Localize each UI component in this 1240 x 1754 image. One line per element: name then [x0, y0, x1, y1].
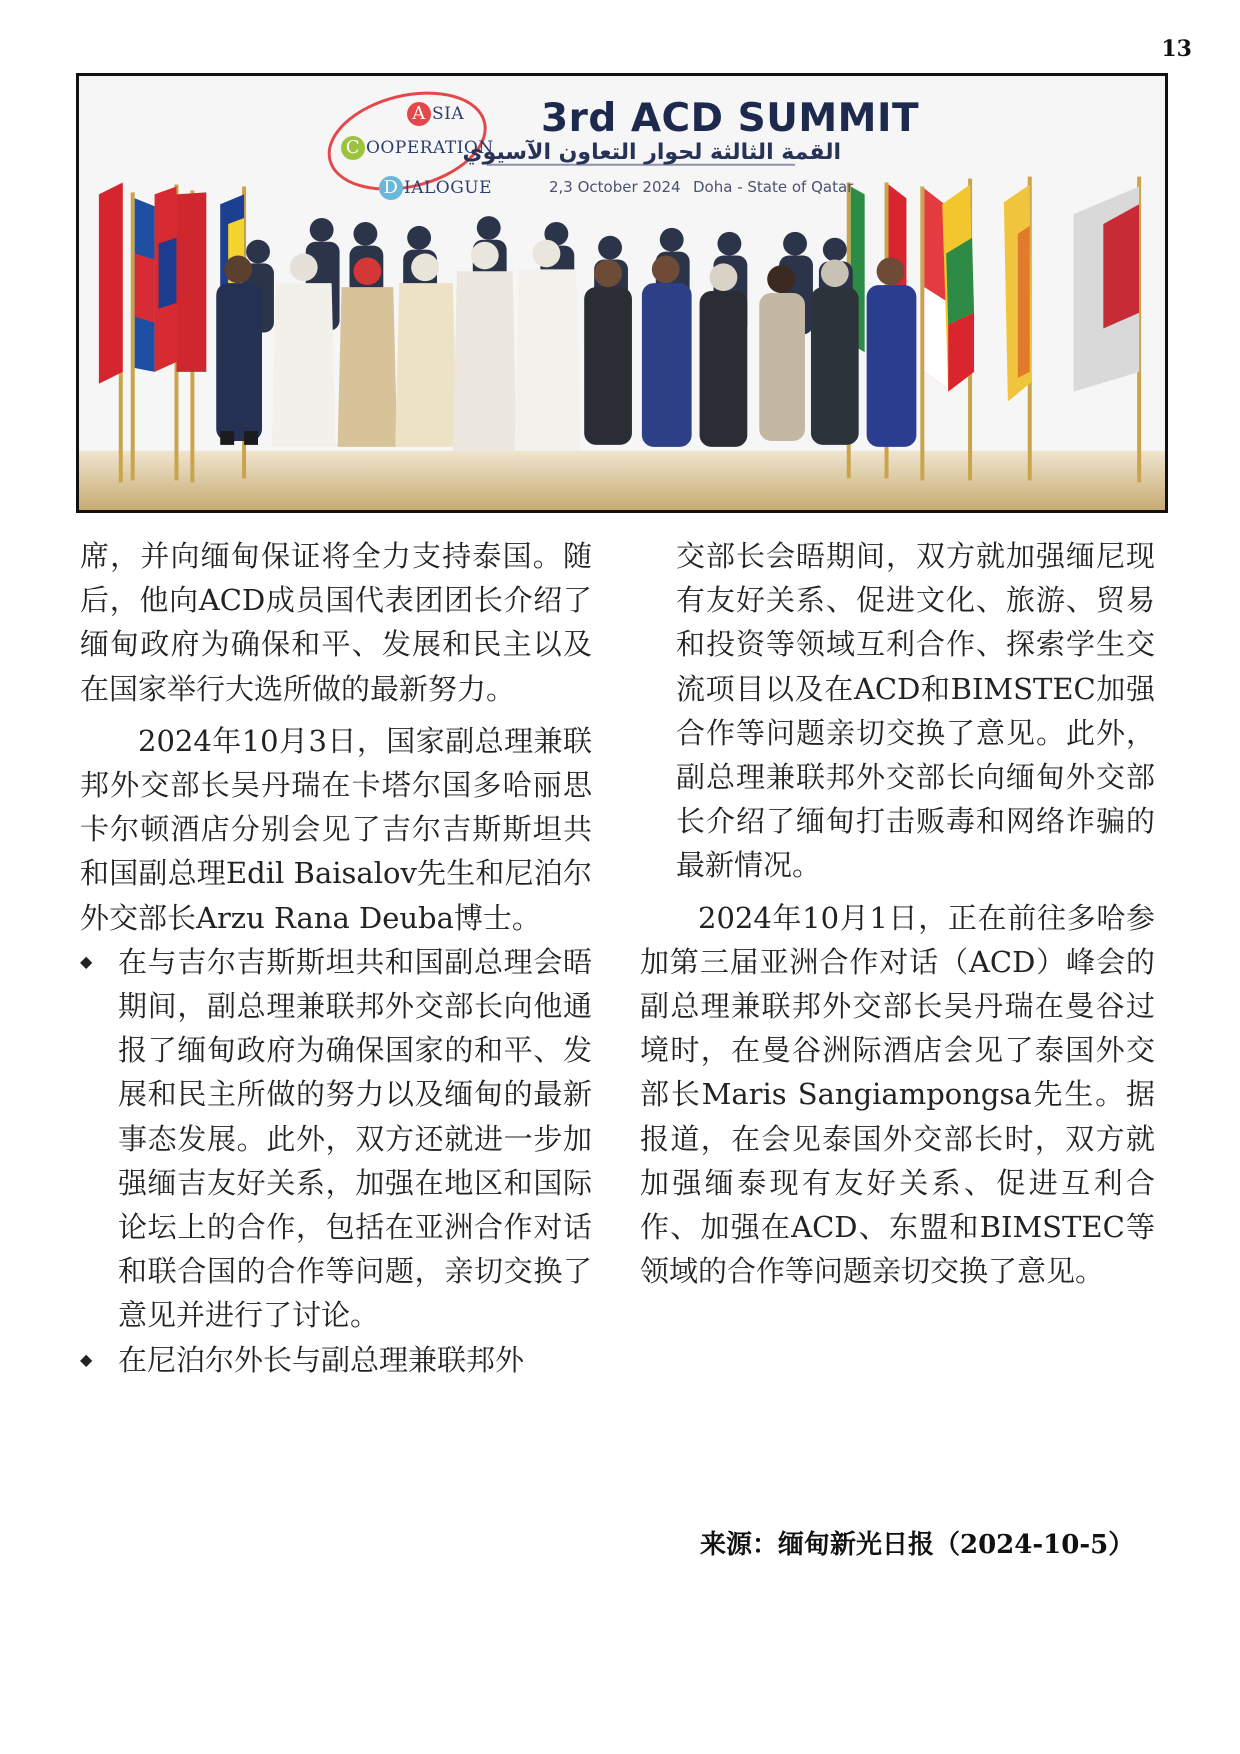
summit-arabic-title: القمة الثالثة لحوار التعاون الآسيوي	[462, 140, 841, 165]
logo-asia-text: SIA	[432, 104, 465, 124]
left-paragraph-1: 席，并向缅甸保证将全力支持泰国。随后，他向ACD成员国代表团团长介绍了缅甸政府为确保和平、发展和民主以及在国家举行大选所做的最新努力。	[80, 539, 592, 706]
logo-dialogue-text: IALOGUE	[404, 178, 493, 198]
right-paragraph-1: 交部长会晤期间，双方就加强缅尼现有友好关系、促进文化、旅游、贸易和投资等领域互利合作、探索学生交流项目以及在ACD和BIMSTEC加强合作等问题亲切交换了意见。此外，副总理兼联邦外交部长向缅甸外交部长介绍了缅甸打击贩毒和网络诈骗的最新情况。	[676, 539, 1155, 883]
logo-dialogue	[379, 176, 492, 200]
logo-letter-a: A	[407, 102, 431, 126]
summit-place: Doha - State of Qatar	[693, 178, 854, 196]
bullet-text-nepal: 在尼泊尔外长与副总理兼联邦外	[118, 1342, 525, 1377]
bullet-item-nepal	[80, 1338, 592, 1382]
diamond-bullet-icon: ◆	[80, 951, 93, 971]
right-column	[640, 534, 1155, 1293]
summit-date: 2,3 October 2024	[549, 178, 681, 196]
bullet-text-kyrgyzstan: 在与吉尔吉斯斯坦共和国副总理会晤期间，副总理兼联邦外交部长向他通报了缅甸政府为确保国家的和平、发展和民主所做的努力以及缅甸的最新事态发展。此外，双方还就进一步加强缅吉友好关系，加强在地区和国际论坛上的合作，包括在亚洲合作对话和联合国的合作等问题，亲切交换了意见并进行了讨论。	[118, 944, 592, 1333]
bullet-item-kyrgyzstan	[80, 940, 592, 1338]
logo-letter-c: C	[341, 136, 365, 160]
summit-title: 3rd ACD SUMMIT	[541, 96, 920, 141]
diamond-bullet-icon: ◆	[80, 1349, 93, 1369]
left-paragraph-2: 2024年10月3日，国家副总理兼联邦外交部长吴丹瑞在卡塔尔国多哈丽思卡尔顿酒店分别会见了吉尔吉斯斯坦共和国副总理Edil Baisalov先生和尼泊尔外交部长Arzu Rana Deuba博士。	[80, 723, 592, 935]
logo-letter-d: D	[379, 176, 403, 200]
summit-group-photo	[76, 73, 1168, 513]
right-paragraph-2: 2024年10月1日，正在前往多哈参加第三届亚洲合作对话（ACD）峰会的副总理兼联邦外交部长吴丹瑞在曼谷过境时，在曼谷洲际酒店会见了泰国外交部长Maris Sangiampongsa先生。据报道，在会见泰国外交部长时，双方就加强缅泰现有友好关系、促进互利合作、加强在ACD、东盟和BIMSTEC等领域的合作等问题亲切交换了意见。	[640, 900, 1155, 1289]
page-number: 13	[1161, 36, 1192, 62]
source-credit: 来源：缅甸新光日报（2024-10-5）	[700, 1530, 1135, 1560]
logo-cooperation-text: OOPERATION	[366, 138, 494, 158]
logo-asia	[407, 102, 464, 126]
left-column	[80, 534, 592, 1382]
